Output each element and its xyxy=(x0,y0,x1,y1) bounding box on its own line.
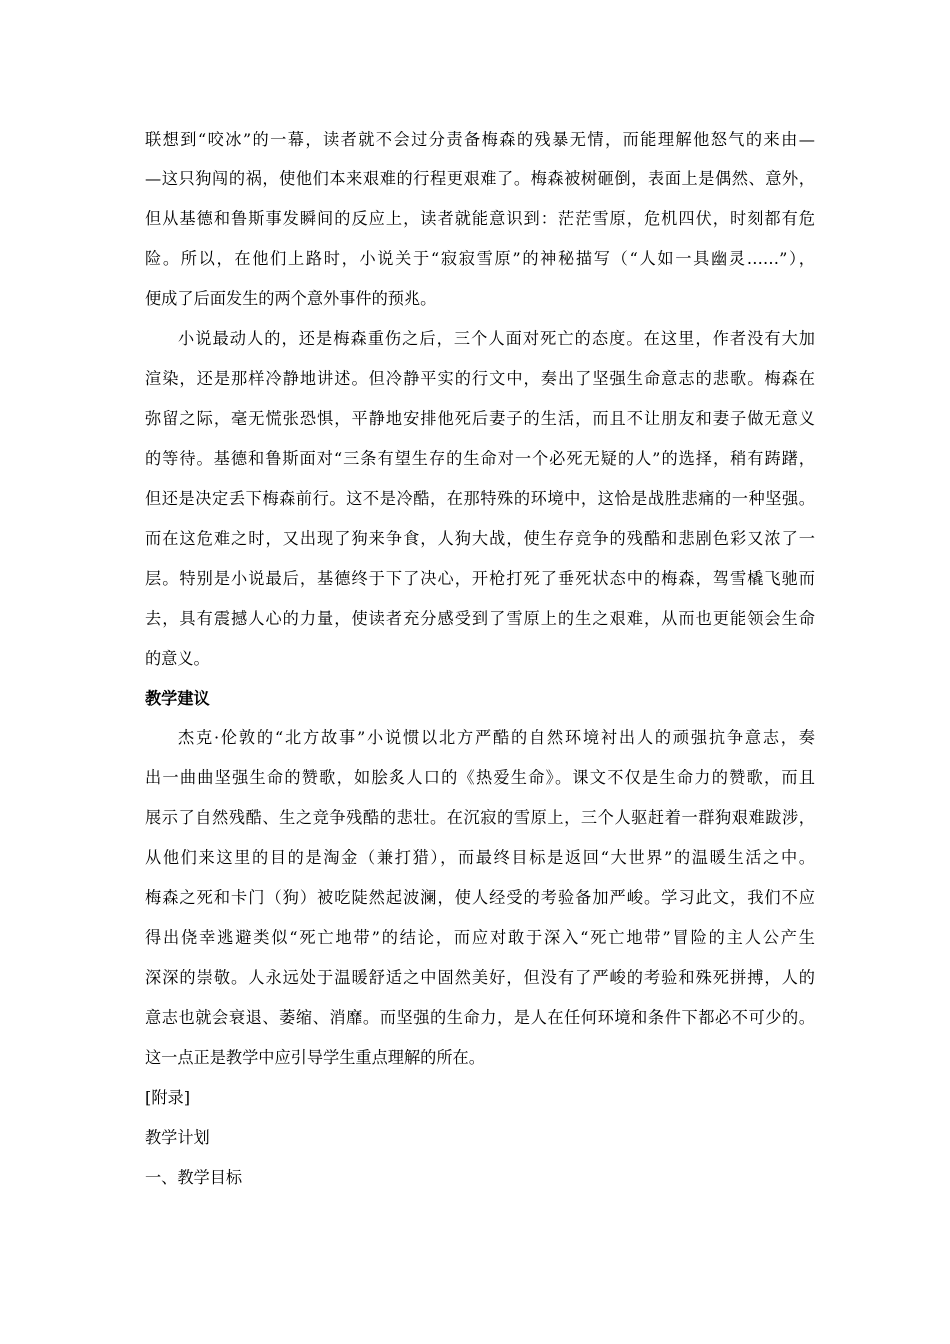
paragraph-1-line-5: 便成了后面发生的两个意外事件的预兆。 xyxy=(145,289,437,308)
paragraph-3-line-3: 展示了自然残酷、生之竞争残酷的悲壮。在沉寂的雪原上，三个人驱赶着一群狗艰难跋涉， xyxy=(145,808,815,827)
paragraph-3-line-9: 这一点正是教学中应引导学生重点理解的所在。 xyxy=(145,1048,485,1067)
paragraph-3-line-8: 意志也就会衰退、萎缩、消靡。而坚强的生命力，是人在任何环境和条件下都必不可少的。 xyxy=(145,1008,815,1027)
paragraph-3-line-4: 从他们来这里的目的是淘金（兼打猎），而最终目标是返回“大世界”的温暖生活之中。 xyxy=(145,848,815,867)
paragraph-1-line-4: 险。所以，在他们上路时，小说关于“寂寂雪原”的神秘描写（“人如一具幽灵……”）， xyxy=(145,249,815,268)
paragraph-2-line-6: 而在这危难之时，又出现了狗来争食，人狗大战，使生存竞争的残酷和悲剧色彩又浓了一 xyxy=(145,529,815,548)
paragraph-3-line-1: 杰克·伦敦的“北方故事”小说惯以北方严酷的自然环境衬出人的顽强抗争意志，奏 xyxy=(178,728,815,747)
paragraph-2-line-5: 但还是决定丢下梅森前行。这不是冷酷，在那特殊的环境中，这恰是战胜悲痛的一种坚强。 xyxy=(145,489,815,508)
section-heading-teaching-suggestions: 教学建议 xyxy=(145,689,210,708)
paragraph-1-line-2: —这只狗闯的祸，使他们本来艰难的行程更艰难了。梅森被树砸倒，表面上是偶然、意外， xyxy=(145,169,815,188)
paragraph-3-line-2: 出一曲曲坚强生命的赞歌，如脍炙人口的《热爱生命》。课文不仅是生命力的赞歌，而且 xyxy=(145,768,815,787)
paragraph-3-line-5: 梅森之死和卡门（狗）被吃陡然起波澜，使人经受的考验备加严峻。学习此文，我们不应 xyxy=(145,888,815,907)
paragraph-3-line-6: 得出侥幸逃避类似“死亡地带”的结论，而应对敢于深入“死亡地带”冒险的主人公产生 xyxy=(145,928,815,947)
paragraph-2-line-8: 去，具有震撼人心的力量，使读者充分感受到了雪原上的生之艰难，从而也更能领会生命 xyxy=(145,609,815,628)
appendix-label: [附录] xyxy=(145,1088,191,1107)
paragraph-3-line-7: 深深的崇敬。人永远处于温暖舒适之中固然美好，但没有了严峻的考验和殊死拼搏，人的 xyxy=(145,968,815,987)
paragraph-2-line-2: 渲染，还是那样冷静地讲述。但冷静平实的行文中，奏出了坚强生命意志的悲歌。梅森在 xyxy=(145,369,815,388)
paragraph-1-line-3: 但从基德和鲁斯事发瞬间的反应上，读者就能意识到：茫茫雪原，危机四伏，时刻都有危 xyxy=(145,209,815,228)
paragraph-2-line-7: 层。特别是小说最后，基德终于下了决心，开枪打死了垂死状态中的梅森，驾雪橇飞驰而 xyxy=(145,569,815,588)
paragraph-2-line-1: 小说最动人的，还是梅森重伤之后，三个人面对死亡的态度。在这里，作者没有大加 xyxy=(178,329,815,348)
paragraph-2-line-9: 的意义。 xyxy=(145,649,210,668)
paragraph-2-line-3: 弥留之际，毫无慌张恐惧，平静地安排他死后妻子的生活，而且不让朋友和妻子做无意义 xyxy=(145,409,815,428)
paragraph-1-line-1: 联想到“咬冰”的一幕，读者就不会过分责备梅森的残暴无情，而能理解他怒气的来由— xyxy=(145,130,815,149)
paragraph-2-line-4: 的等待。基德和鲁斯面对“三条有望生存的生命对一个必死无疑的人”的选择，稍有踌躇， xyxy=(145,449,815,468)
teaching-plan-title: 教学计划 xyxy=(145,1128,210,1147)
teaching-goals-heading: 一、教学目标 xyxy=(145,1168,243,1187)
